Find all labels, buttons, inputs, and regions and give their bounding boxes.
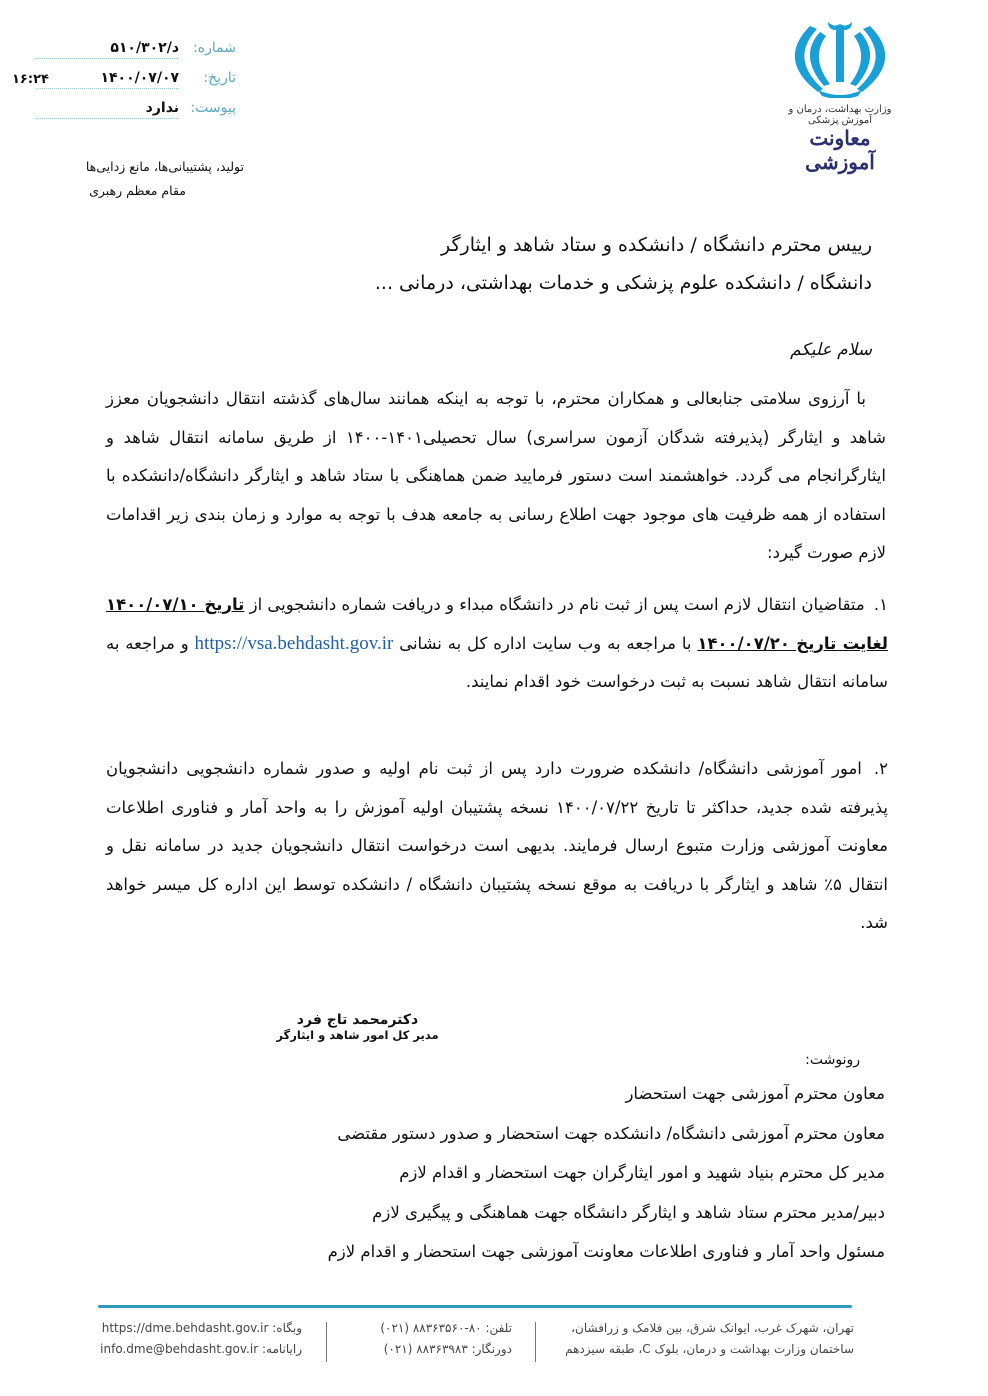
- cc-line: مدیر کل محترم بنیاد شهید و امور ایثارگران جهت استحضار و اقدام لازم: [399, 1163, 885, 1182]
- letter-attachment-row: [36, 100, 236, 119]
- list-item-2: [106, 750, 888, 943]
- cc-line: معاون محترم آموزشی دانشگاه/ دانشکده جهت استحضار و صدور دستور مقتضی: [337, 1123, 885, 1143]
- letter-date-value: ۱۴۰۰/۰۷/۰۷: [36, 70, 179, 89]
- greeting: سلام علیکم: [790, 340, 872, 360]
- slogan: [60, 155, 244, 203]
- cc-list: [200, 1074, 885, 1272]
- addressee: [280, 226, 872, 302]
- address-line-2: ساختمان وزارت بهداشت و درمان، بلوک C، طبقه سیزدهم: [565, 1342, 854, 1356]
- ministry-logo: [780, 18, 900, 174]
- signatory-name: دکترمحمد تاج فرد: [296, 1012, 419, 1028]
- letter-attachment-label: پیوست:: [190, 100, 236, 116]
- letter-attachment-value: ندارد: [36, 100, 179, 119]
- footer-address: [562, 1318, 854, 1360]
- footer-separator: [535, 1322, 536, 1362]
- slogan-line-1: تولید، پشتیبانی‌ها، مانع زدایی‌ها: [85, 159, 244, 174]
- list-item-1-text-after: و مراجعه به سامانه انتقال شاهد نسبت به ثبت درخواست خود اقدام نمایند.: [106, 633, 888, 691]
- website-label: وبگاه:: [272, 1321, 302, 1335]
- signature-block: [270, 1012, 445, 1042]
- cc-line: معاون محترم آموزشی جهت استحضار: [625, 1084, 885, 1103]
- phone-row: [352, 1318, 512, 1339]
- list-item-2-number: ۲.: [873, 759, 888, 778]
- list-item-1: [106, 586, 888, 702]
- footer-web: [96, 1318, 302, 1360]
- list-item-1-text-middle: با مراجعه به وب سایت اداره کل به نشانی: [399, 633, 692, 653]
- letter-number-label: شماره:: [193, 40, 236, 56]
- phone-value: (۰۲۱) ۸۸۳۶۳۵۶۰-۸۰: [380, 1321, 482, 1335]
- fax-row: [352, 1339, 512, 1360]
- email-link[interactable]: info.dme@behdasht.gov.ir: [100, 1342, 259, 1356]
- letter-number-row: [36, 40, 236, 59]
- list-item-1-number: ۱.: [873, 595, 888, 614]
- letter-number-value: د/۵۱۰/۳۰۲: [36, 40, 179, 59]
- cc-line: دبیر/مدیر محترم ستاد شاهد و ایثارگر دانشگاه جهت هماهنگی و پیگیری لازم: [372, 1202, 885, 1222]
- footer-separator: [326, 1322, 327, 1362]
- email-row: [96, 1339, 302, 1360]
- addressee-line-1: رییس محترم دانشگاه / دانشکده و ستاد شاهد و ایثارگر: [441, 234, 872, 256]
- footer-divider: [98, 1305, 852, 1308]
- list-item-2-text: امور آموزشی دانشگاه/ دانشکده ضرورت دارد پس از ثبت نام اولیه و صدور شماره دانشجویی دانشجویان پذیرفته شده جدید، حداکثر تا تاریخ ۱۴۰۰/۰۷/۲۲ نسخه پشتیبان اولیه آموزش را به واحد آمار و فناوری اطلاعات معاونت آموزشی وزارت متبوع ارسال فرمایند. بدیهی است درخواست انتقال دانشجویان جدید در سامانه نقل و انتقال ۵٪ شاهد و ایثارگر با دریافت به موقع نسخه پشتیبان دانشگاه / دانشکده توسط این اداره کل میسر خواهد شد.: [106, 759, 889, 932]
- list-item-1-text-before: متقاضیان انتقال لازم است پس از ثبت نام در دانشگاه مبداء و دریافت شماره دانشجویی از: [249, 595, 865, 614]
- emblem-icon: [780, 18, 900, 98]
- address-line-1: تهران، شهرک غرب، ایوانک شرق، بین فلامک و زرافشان،: [571, 1321, 854, 1335]
- letter-date-row: [36, 70, 236, 89]
- timestamp: ۱۶:۲۴: [12, 72, 49, 87]
- department-name: معاونت آموزشی: [805, 126, 875, 174]
- cc-line: مسئول واحد آمار و فناوری اطلاعات معاونت آموزشی جهت استحضار و اقدام لازم: [327, 1242, 885, 1261]
- body-paragraph: با آرزوی سلامتی جنابعالی و همکاران محترم، با توجه به اینکه همانند سال‌های گذشته انتقال دانشجویان معزز شاهد و ایثارگر (پذیرفته شدگان آزمون سراسری) سال تحصیلی۱۴۰۱-۱۴۰۰ از طریق سامانه انتقال شاهد و ایثارگرانجام می گردد. خواهشمند است دستور فرمایید ضمن هماهنگی با ستاد شاهد و ایثارگر دانشگاه/دانشکده با استفاده از همه ظرفیت های موجود جهت اطلاع رسانی به جامعه هدف با توجه به موارد و زمان بندی زیر اقدامات لازم صورت گیرد:: [106, 389, 887, 562]
- ministry-name: وزارت بهداشت، درمان و آموزش پزشکی: [788, 104, 892, 126]
- vsa-website-link[interactable]: https://vsa.behdasht.gov.ir: [194, 632, 394, 654]
- email-label: رایانامه:: [261, 1342, 302, 1356]
- fax-value: (۰۲۱) ۸۸۳۶۳۹۸۳: [383, 1342, 468, 1356]
- fax-label: دورنگار:: [471, 1342, 512, 1356]
- list-item-1-date-range: تاریخ ۱۴۰۰/۰۷/۱۰ لغایت تاریخ ۱۴۰۰/۰۷/۲۰: [106, 595, 889, 653]
- letter-date-label: تاریخ:: [203, 70, 236, 86]
- phone-label: تلفن:: [485, 1321, 512, 1335]
- website-row: [96, 1318, 302, 1339]
- cc-label: رونوشت:: [805, 1052, 860, 1068]
- signatory-title: مدیر کل امور شاهد و ایثارگر: [276, 1028, 439, 1042]
- website-link[interactable]: https://dme.behdasht.gov.ir: [101, 1321, 269, 1335]
- addressee-line-2: دانشگاه / دانشکده علوم پزشکی و خدمات بهداشتی، درمانی ...: [374, 272, 872, 294]
- slogan-line-2: مقام معظم رهبری: [89, 183, 186, 198]
- footer-contact: [352, 1318, 512, 1360]
